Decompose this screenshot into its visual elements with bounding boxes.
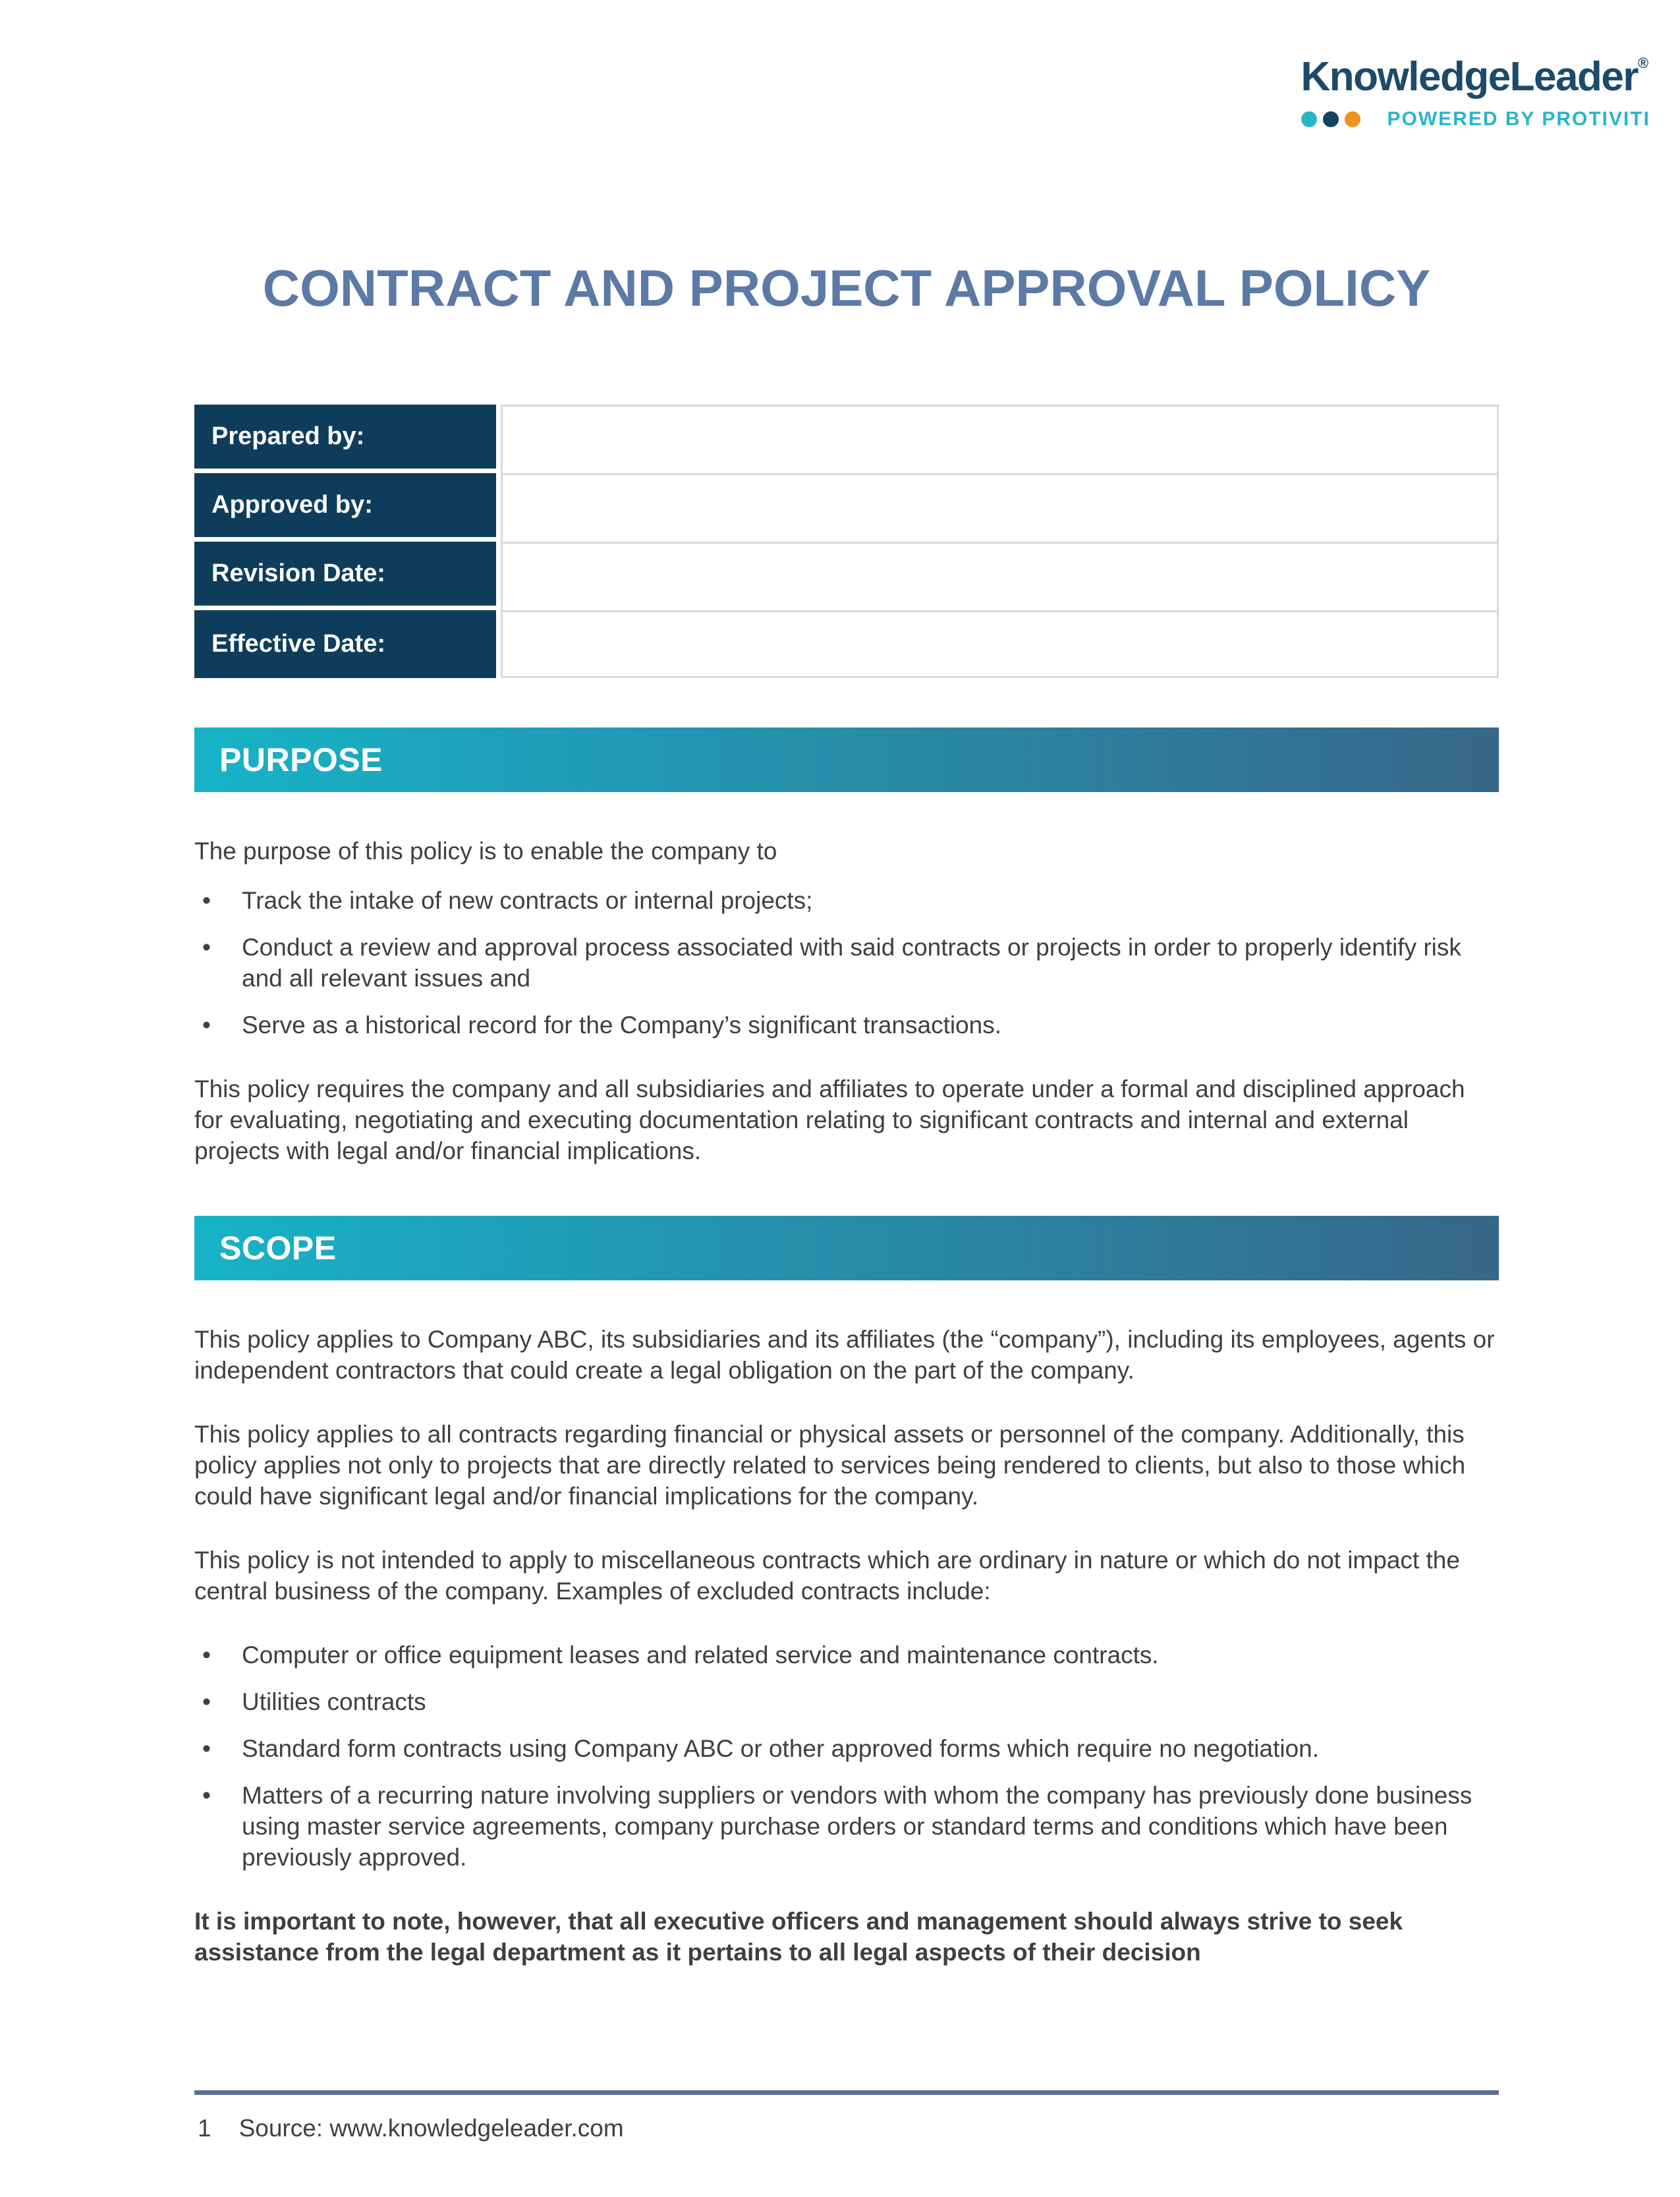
- logo-dot-navy-icon: [1323, 111, 1339, 127]
- meta-value-revision-date[interactable]: [501, 542, 1499, 610]
- scope-paragraph-2: This policy applies to all contracts regarding financial or physical assets or personnel of the company. Additionally, this policy applies not only to projects that are directly related to services being rendered to clients, but also to those which could have significant legal and/or financial implications for the company.: [194, 1421, 1466, 1510]
- list-item: • Conduct a review and approval process associated with said contracts or projects in order to properly identify risk and all relevant issues and: [194, 932, 1499, 994]
- table-row: [194, 405, 1499, 473]
- meta-label-effective-date: Effective Date:: [194, 610, 501, 678]
- purpose-intro-paragraph: The purpose of this policy is to enable the company to: [194, 838, 777, 865]
- logo-subline: [1301, 108, 1651, 130]
- scope-section-body: [194, 1324, 1499, 1968]
- meta-value-effective-date[interactable]: [501, 610, 1499, 678]
- list-item: • Standard form contracts using Company ABC or other approved forms which require no negotiation.: [194, 1733, 1499, 1764]
- logo-dot-teal-icon: [1301, 111, 1317, 127]
- list-item: • Utilities contracts: [194, 1686, 1499, 1717]
- purpose-bullet-list: [194, 885, 1499, 1041]
- table-row: [194, 473, 1499, 542]
- section-header-purpose-label: PURPOSE: [219, 741, 383, 778]
- logo-tagline: POWERED BY PROTIVITI: [1387, 108, 1650, 130]
- meta-label-approved-by: Approved by:: [194, 473, 501, 542]
- section-header-purpose: [194, 728, 1499, 792]
- scope-emphasis-paragraph: It is important to note, however, that all executive officers and management should always strive to seek assistance from the legal department as it pertains to all legal aspects of their decision: [194, 1908, 1403, 1966]
- footer-source-text: Source: www.knowledgeleader.com: [238, 2115, 624, 2142]
- purpose-closing-paragraph: This policy requires the company and all subsidiaries and affiliates to operate under a formal and disciplined approach for evaluating, negotiating and executing documentation relating to significant contracts and internal and external projects with legal and/or financial implications.: [194, 1075, 1465, 1164]
- purpose-section-body: [194, 836, 1499, 1166]
- page-title: CONTRACT AND PROJECT APPROVAL POLICY: [262, 259, 1431, 317]
- list-item: • Matters of a recurring nature involving suppliers or vendors with whom the company has previously done business using master service agreements, company purchase orders or standard terms and conditions which have been previously approved.: [194, 1780, 1499, 1873]
- meta-value-prepared-by[interactable]: [501, 405, 1499, 473]
- scope-paragraph-3: This policy is not intended to apply to miscellaneous contracts which are ordinary in nature or which do not impact the central business of the company. Examples of excluded contracts include:: [194, 1547, 1460, 1605]
- scope-paragraph-1: This policy applies to Company ABC, its subsidiaries and its affiliates (the “company”), including its employees, agents or independent contractors that could create a legal obligation on the part of the company.: [194, 1326, 1495, 1384]
- logo-dot-orange-icon: [1345, 111, 1360, 127]
- meta-value-approved-by[interactable]: [501, 473, 1499, 542]
- page-number: 1: [198, 2115, 211, 2142]
- meta-label-revision-date: Revision Date:: [194, 542, 501, 610]
- list-item: • Computer or office equipment leases and related service and maintenance contracts.: [194, 1640, 1499, 1670]
- list-item: • Serve as a historical record for the Company’s significant transactions.: [194, 1010, 1499, 1041]
- knowledgeleader-logo: [1301, 0, 1651, 130]
- section-header-scope: [194, 1216, 1499, 1280]
- meta-label-prepared-by: Prepared by:: [194, 405, 501, 473]
- logo-wordmark-text: KnowledgeLeader: [1301, 54, 1638, 100]
- section-header-scope-label: SCOPE: [219, 1230, 337, 1267]
- registered-trademark-icon: ®: [1638, 55, 1649, 71]
- table-row: [194, 542, 1499, 610]
- document-meta-table: [194, 405, 1499, 678]
- page-footer: [194, 2090, 1499, 2142]
- table-row: [194, 610, 1499, 678]
- scope-bullet-list: [194, 1640, 1499, 1873]
- list-item: • Track the intake of new contracts or internal projects;: [194, 885, 1499, 916]
- logo-wordmark: [1301, 56, 1649, 98]
